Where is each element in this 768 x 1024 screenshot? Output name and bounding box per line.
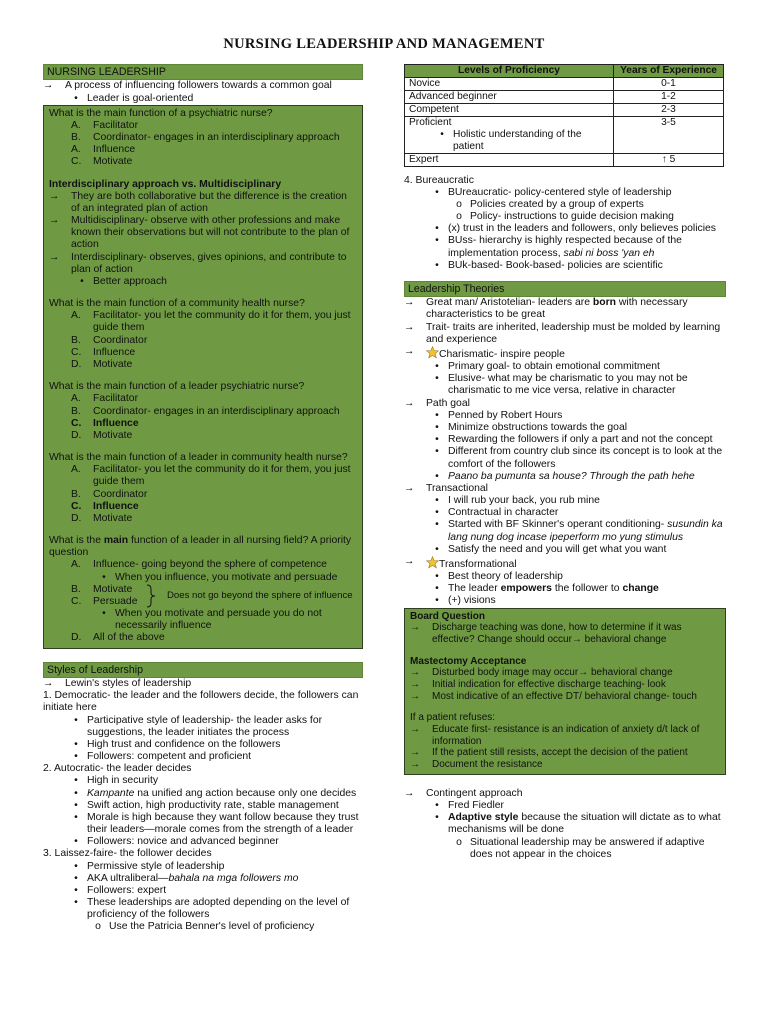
list-marker: B. xyxy=(71,488,81,500)
list-marker: • xyxy=(435,409,439,421)
table-row: Proficient • Holistic understanding of the patient 3-5 xyxy=(405,116,724,153)
list-item xyxy=(65,921,363,933)
list-item-text: Motivate xyxy=(93,512,133,524)
laissez-faire-heading: 3. Laissez-faire- the follower decides xyxy=(43,848,212,860)
table-row: Competent 2-3 xyxy=(405,103,724,116)
list-item xyxy=(426,422,726,434)
list-item-text: Primary goal- to obtain emotional commitment xyxy=(448,361,660,373)
list-item-text: Minimize obstructions towards the goal xyxy=(448,421,628,433)
transactional-list xyxy=(404,495,726,556)
list-item-text: Motivate xyxy=(93,429,133,441)
brace-note: Does not go beyond the sphere of influence xyxy=(167,589,353,601)
star-icon xyxy=(426,346,439,359)
list-item-text: Policy- instructions to guide decision making xyxy=(470,211,674,223)
list-item xyxy=(410,724,720,747)
list-item-text: BUss- hierarchy is highly respected because of the implementation process, sabi ni boss 'yan eh xyxy=(448,235,682,259)
list-item-text: Influence xyxy=(93,144,136,156)
question-text: What is the main function of a leader in community health nurse? xyxy=(49,452,348,464)
list-item-text: Kampante na unified ang action because only one decides xyxy=(87,787,357,799)
list-item xyxy=(71,120,357,132)
list-item xyxy=(49,276,357,288)
table-row: Advanced beginner 1-2 xyxy=(405,90,724,103)
list-marker: • xyxy=(74,897,78,909)
list-item xyxy=(410,622,720,645)
left-column xyxy=(43,64,363,934)
list-item xyxy=(404,556,726,571)
list-item-text: Leader is goal-oriented xyxy=(87,92,194,104)
list-item-text: Influence xyxy=(93,346,136,358)
list-item-text: Coordinator- engages in an interdisciplinary approach xyxy=(93,405,340,417)
list-item xyxy=(71,144,357,156)
list-item-text: Document the resistance xyxy=(432,759,543,771)
list-marker: • xyxy=(435,595,439,607)
list-item-text: Facilitator- you let the community do it for them, you just guide them xyxy=(93,464,351,488)
list-item xyxy=(65,788,363,800)
list-marker: • xyxy=(435,799,439,811)
list-item xyxy=(426,260,726,272)
list-item xyxy=(65,800,363,812)
list-marker: • xyxy=(74,811,78,823)
list-item-text: Motivate xyxy=(93,359,133,370)
list-item-text: Started with BF Skinner's operant conditioning- susundin ka lang nung dog incase ipeperform mo yung stimulus xyxy=(448,519,723,543)
list-item xyxy=(426,223,726,235)
list-marker: o xyxy=(95,921,101,933)
list-item-text: Swift action, high productivity rate, stable management xyxy=(87,799,339,811)
list-marker: C. xyxy=(71,595,82,607)
q2-options xyxy=(49,310,357,371)
list-marker: • xyxy=(435,434,439,446)
bullet-icon: • xyxy=(74,714,78,726)
list-marker: • xyxy=(435,446,439,458)
list-marker: o xyxy=(456,198,462,210)
list-item xyxy=(71,464,357,488)
arrow-icon: → xyxy=(49,251,60,263)
list-item xyxy=(426,583,726,595)
list-item xyxy=(410,747,720,759)
list-marker: o xyxy=(456,211,462,223)
question-text: What is the main function of a community health nurse? xyxy=(49,298,305,310)
list-item xyxy=(65,715,363,739)
list-item-text: Transformational xyxy=(426,556,726,571)
list-item-text: All of the above xyxy=(93,632,165,644)
list-item xyxy=(65,873,363,885)
list-item xyxy=(71,359,357,371)
list-item xyxy=(426,800,726,812)
list-item xyxy=(65,739,363,751)
q4-options xyxy=(49,464,357,525)
list-item-text: Coordinator xyxy=(93,488,148,500)
list-item-text: The leader empowers the follower to change xyxy=(448,583,659,595)
section-header-nursing-leadership: NURSING LEADERSHIP xyxy=(43,64,363,80)
list-item-text: Contingent approach xyxy=(426,787,523,799)
interdisciplinary-title: Interdisciplinary approach vs. Multidisciplinary xyxy=(49,178,282,190)
list-item-text: Followers: competent and proficient xyxy=(87,751,252,763)
list-item-text: High trust and confidence on the followers xyxy=(87,738,281,750)
list-item xyxy=(426,199,726,211)
list-item-text: Satisfy the need and you will get what you want xyxy=(448,543,667,555)
arrow-icon: → xyxy=(43,80,54,92)
list-item-text: Charismatic- inspire people xyxy=(426,346,726,361)
list-item xyxy=(71,430,357,442)
list-item-text: Influence xyxy=(93,500,139,512)
list-item xyxy=(65,897,363,921)
list-marker: • xyxy=(435,571,439,583)
list-item-text: (x) trust in the leaders and followers, only believes policies xyxy=(448,223,716,235)
table-row: Novice 0-1 xyxy=(405,77,724,90)
laissez-faire-list xyxy=(43,861,363,934)
list-item-text: Followers: novice and advanced beginner xyxy=(87,836,279,848)
path-goal-list xyxy=(404,410,726,483)
transformational-list xyxy=(404,571,726,608)
bureaucratic-heading: 4. Bureaucratic xyxy=(404,174,474,186)
list-item-text: Coordinator xyxy=(93,334,148,346)
section-header-styles: Styles of Leadership xyxy=(43,662,363,678)
list-item xyxy=(426,235,726,259)
list-item-text: Adaptive style because the situation will dictate as to what mechanisms will be done xyxy=(448,812,721,836)
list-marker: → xyxy=(410,759,420,771)
list-item xyxy=(426,507,726,519)
list-item xyxy=(71,393,357,405)
list-item-text: Elusive- what may be charismatic to you may not be charismatic to me vice versa, relative in character xyxy=(448,373,688,397)
arrow-icon: → xyxy=(404,397,415,409)
list-item-text: Great man/ Aristotelian- leaders are born with necessary characteristics to be great xyxy=(426,297,688,321)
list-item-text: Use the Patricia Benner's level of proficiency xyxy=(109,921,315,933)
list-item xyxy=(71,418,357,430)
definition-line xyxy=(43,80,363,92)
q3-options xyxy=(49,393,357,442)
list-item xyxy=(426,495,726,507)
list-marker: • xyxy=(435,543,439,555)
bullet-icon: • xyxy=(80,275,84,287)
list-item-text: Permissive style of leadership xyxy=(87,860,225,872)
list-marker: D. xyxy=(71,512,82,524)
list-item xyxy=(71,406,357,418)
q1-options xyxy=(49,120,357,169)
list-marker: • xyxy=(435,259,439,271)
list-item xyxy=(65,861,363,873)
list-marker: C. xyxy=(71,500,82,512)
list-item-text: Situational leadership may be answered if adaptive does not appear in the choices xyxy=(470,836,705,860)
list-item xyxy=(404,297,726,321)
list-item xyxy=(71,310,357,334)
list-item-text: Fred Fiedler xyxy=(448,799,505,811)
board-question-box: Board Question → Discharge teaching was done, how to determine if it was effective? Change should occur→ behavioral change Mastectomy Acceptance → Disturbed body image may occur→ behavioral change → Initial indication for effective discharge teaching- look → Most indicative of an effective DT/ behavioral change- touch If a patient refuses: → Educate first- resistance is an indication of anxiety d/t lack of information → If the patient still resists, accept the decision of the patient → Document the resistance xyxy=(404,608,726,775)
list-marker: • xyxy=(435,495,439,507)
list-marker: C. xyxy=(71,346,82,358)
list-item xyxy=(410,691,720,703)
list-item xyxy=(404,322,726,346)
list-item xyxy=(71,632,357,644)
list-marker: D. xyxy=(71,632,82,644)
list-item-text: Influence- going beyond the sphere of competence xyxy=(93,559,327,571)
list-marker: A. xyxy=(71,119,81,131)
bullet-icon: • xyxy=(74,738,78,750)
bullet-icon: • xyxy=(102,608,106,620)
list-item-text: Penned by Robert Hours xyxy=(448,409,563,421)
list-item xyxy=(49,191,357,215)
list-marker: • xyxy=(435,223,439,235)
list-item xyxy=(71,347,357,359)
list-marker: → xyxy=(410,622,420,634)
list-item xyxy=(410,679,720,691)
list-item-text: AKA ultraliberal—bahala na mga followers mo xyxy=(87,872,299,884)
list-item-text: Better approach xyxy=(93,275,167,287)
list-item xyxy=(426,373,726,397)
list-item-text: BUreaucratic- policy-centered style of leadership xyxy=(448,186,672,198)
list-marker: → xyxy=(410,724,420,736)
list-item-text: Motivate xyxy=(93,156,133,168)
list-item-text: Facilitator- you let the community do it for them, you just guide them xyxy=(93,310,351,334)
list-item-text: Transactional xyxy=(426,482,488,494)
list-item-text: Rewarding the followers if only a part and not the concept xyxy=(448,434,713,446)
list-marker: D. xyxy=(71,359,82,370)
list-item xyxy=(426,211,726,223)
list-item-text: Persuade xyxy=(93,595,138,607)
list-item-text: A process of influencing followers towards a common goal xyxy=(65,80,332,92)
brace-group xyxy=(71,584,357,608)
list-marker: • xyxy=(74,787,78,799)
list-marker: • xyxy=(435,373,439,385)
list-marker: B. xyxy=(71,132,81,144)
list-marker: • xyxy=(74,799,78,811)
bullet-icon: • xyxy=(102,571,106,583)
bullet-icon: • xyxy=(74,92,78,104)
list-item-text: (+) visions xyxy=(448,595,496,607)
list-item-text: Motivate xyxy=(93,583,133,595)
list-marker: → xyxy=(410,667,420,679)
list-item-text: Paano ba pumunta sa house? Through the path hehe xyxy=(448,470,695,482)
list-item xyxy=(65,885,363,897)
list-marker: A. xyxy=(71,310,81,322)
list-item xyxy=(71,489,357,501)
list-item-text: When you influence, you motivate and persuade xyxy=(115,571,338,583)
arrow-icon: → xyxy=(404,345,415,357)
charismatic-list xyxy=(404,361,726,398)
arrow-icon: → xyxy=(404,321,415,333)
list-item-text: Best theory of leadership xyxy=(448,571,563,583)
list-marker: • xyxy=(74,860,78,872)
list-marker: • xyxy=(435,235,439,247)
arrow-icon: → xyxy=(404,787,415,799)
list-item xyxy=(65,812,363,836)
list-item-text: Disturbed body image may occur→ behavioral change xyxy=(432,667,673,679)
list-marker: • xyxy=(435,519,439,531)
bullet-icon: • xyxy=(74,751,78,763)
list-marker: • xyxy=(74,884,78,896)
list-marker: A. xyxy=(71,144,81,156)
arrow-icon: → xyxy=(404,555,415,567)
list-marker: • xyxy=(435,361,439,373)
list-item xyxy=(426,812,726,836)
lewin-line xyxy=(43,678,363,690)
list-item-text: I will rub your back, you rub mine xyxy=(448,495,600,507)
list-item xyxy=(71,608,357,632)
list-item xyxy=(426,519,726,543)
list-marker: • xyxy=(435,470,439,482)
list-item xyxy=(426,544,726,556)
list-item-text: Contractual in character xyxy=(448,507,559,519)
list-item-text: These leaderships are adopted depending on the level of proficiency of the followers xyxy=(87,897,350,921)
list-item-text: If the patient still resists, accept the decision of the patient xyxy=(432,747,688,759)
list-item xyxy=(426,571,726,583)
list-item xyxy=(71,513,357,525)
questions-box xyxy=(43,105,363,649)
list-marker: • xyxy=(435,812,439,824)
list-item-text: Path goal xyxy=(426,397,470,409)
brace-icon xyxy=(145,584,157,608)
list-item-text: Multidisciplinary- observe with other professions and make known their observations but will not contribute to the plan of action xyxy=(71,215,350,251)
list-marker: • xyxy=(74,836,78,848)
list-item-text: Different from country club since its concept is to look at the comfort of the followers xyxy=(448,446,723,470)
list-item-text: Followers: expert xyxy=(87,884,167,896)
list-marker: B. xyxy=(71,583,81,595)
list-marker: • xyxy=(435,186,439,198)
list-item xyxy=(49,252,357,276)
list-item xyxy=(426,410,726,422)
list-item xyxy=(426,361,726,373)
list-marker: C. xyxy=(71,156,82,168)
list-item-text: Trait- traits are inherited, leadership must be molded by learning and experience xyxy=(426,321,721,345)
list-item xyxy=(426,187,726,199)
list-item-text: Educate first- resistance is an indication of anxiety d/t lack of information xyxy=(432,724,700,747)
list-item xyxy=(71,335,357,347)
list-marker: • xyxy=(435,583,439,595)
list-item xyxy=(71,501,357,513)
list-marker: B. xyxy=(71,334,81,346)
list-item xyxy=(426,471,726,483)
table-row: Expert ↑ 5 xyxy=(405,153,724,166)
contingent-list xyxy=(404,800,726,861)
autocratic-list xyxy=(43,775,363,848)
list-item-text: Holistic understanding of the patient xyxy=(453,128,582,152)
list-item xyxy=(49,215,357,252)
list-item xyxy=(65,836,363,848)
list-marker: → xyxy=(410,690,420,702)
list-marker: • xyxy=(74,872,78,884)
list-item-text: Most indicative of an effective DT/ behavioral change- touch xyxy=(432,690,697,702)
list-item xyxy=(71,156,357,168)
definition-bullet xyxy=(43,93,363,105)
question-text: What is the main function of a leader psychiatric nurse? xyxy=(49,381,305,393)
list-marker: C. xyxy=(71,417,82,429)
question-text: What is the main function of a psychiatric nurse? xyxy=(49,107,273,119)
arrow-icon: → xyxy=(404,482,415,494)
list-marker: → xyxy=(410,747,420,759)
q5-options xyxy=(49,559,357,644)
question-text: What is the main function of a leader in all nursing field? A priority question xyxy=(49,535,352,559)
list-marker: B. xyxy=(71,405,81,417)
list-item xyxy=(71,132,357,144)
arrow-icon: → xyxy=(404,297,415,309)
list-marker: A. xyxy=(71,393,81,405)
bureaucratic-list xyxy=(404,187,726,272)
list-item xyxy=(410,667,720,679)
star-icon xyxy=(426,556,439,569)
right-column xyxy=(404,64,726,861)
list-marker: → xyxy=(410,679,420,690)
list-item xyxy=(404,788,726,800)
arrow-icon: → xyxy=(49,215,60,227)
list-item-text: Interdisciplinary- observes, gives opinions, and contribute to plan of action xyxy=(71,251,347,275)
list-item xyxy=(426,837,726,861)
list-item xyxy=(426,434,726,446)
list-item-text: BUk-based- Book-based- policies are scientific xyxy=(448,259,663,271)
list-item-text: Discharge teaching was done, how to determine if it was effective? Change should occur→ behavioral change xyxy=(432,622,682,645)
list-item xyxy=(426,595,726,607)
list-marker: • xyxy=(74,775,78,787)
democratic-list xyxy=(43,715,363,764)
list-item-text: Morale is high because they want follow because they trust their leaders—morale comes from the strength of a leader xyxy=(87,811,359,836)
list-item xyxy=(71,559,357,571)
list-item xyxy=(426,446,726,470)
list-marker: A. xyxy=(71,464,81,476)
list-marker: A. xyxy=(71,559,81,571)
proficiency-table xyxy=(404,64,724,167)
list-item-text: Lewin's styles of leadership xyxy=(65,678,192,689)
list-marker: o xyxy=(456,836,462,848)
list-item-text: Facilitator xyxy=(93,393,139,405)
list-item xyxy=(404,483,726,495)
list-item xyxy=(65,751,363,763)
list-item xyxy=(409,129,609,153)
list-item-text: They are both collaborative but the difference is the creation of an integrated plan of action xyxy=(71,190,347,214)
page-title: NURSING LEADERSHIP AND MANAGEMENT xyxy=(223,36,545,52)
list-item-text: Participative style of leadership- the leader asks for suggestions, the leader initiates the process xyxy=(87,714,323,738)
list-item xyxy=(404,398,726,410)
list-item-text: Influence xyxy=(93,417,139,429)
list-item xyxy=(65,775,363,787)
list-item-text: High in security xyxy=(87,775,159,787)
table-header-row: Levels of Proficiency Years of Experience xyxy=(405,65,724,78)
autocratic-heading: 2. Autocratic- the leader decides xyxy=(43,763,192,775)
list-marker: • xyxy=(435,507,439,519)
list-item-text: When you motivate and persuade you do not necessarily influence xyxy=(115,608,322,632)
list-item xyxy=(404,346,726,361)
list-marker: • xyxy=(440,128,444,140)
list-item-text: Policies created by a group of experts xyxy=(470,198,644,210)
list-item-text: Facilitator xyxy=(93,119,139,131)
list-item-text: Initial indication for effective discharge teaching- look xyxy=(432,679,666,690)
democratic-heading: 1. Democratic- the leader and the followers decide, the followers can initiate here xyxy=(43,690,359,714)
arrow-icon: → xyxy=(43,678,54,689)
list-item xyxy=(71,572,357,584)
list-marker: • xyxy=(435,421,439,433)
list-item-text: Coordinator- engages in an interdisciplinary approach xyxy=(93,132,340,144)
section-header-leadership-theories: Leadership Theories xyxy=(404,281,726,297)
list-item xyxy=(410,759,720,771)
list-marker: D. xyxy=(71,429,82,441)
arrow-icon: → xyxy=(49,190,60,202)
